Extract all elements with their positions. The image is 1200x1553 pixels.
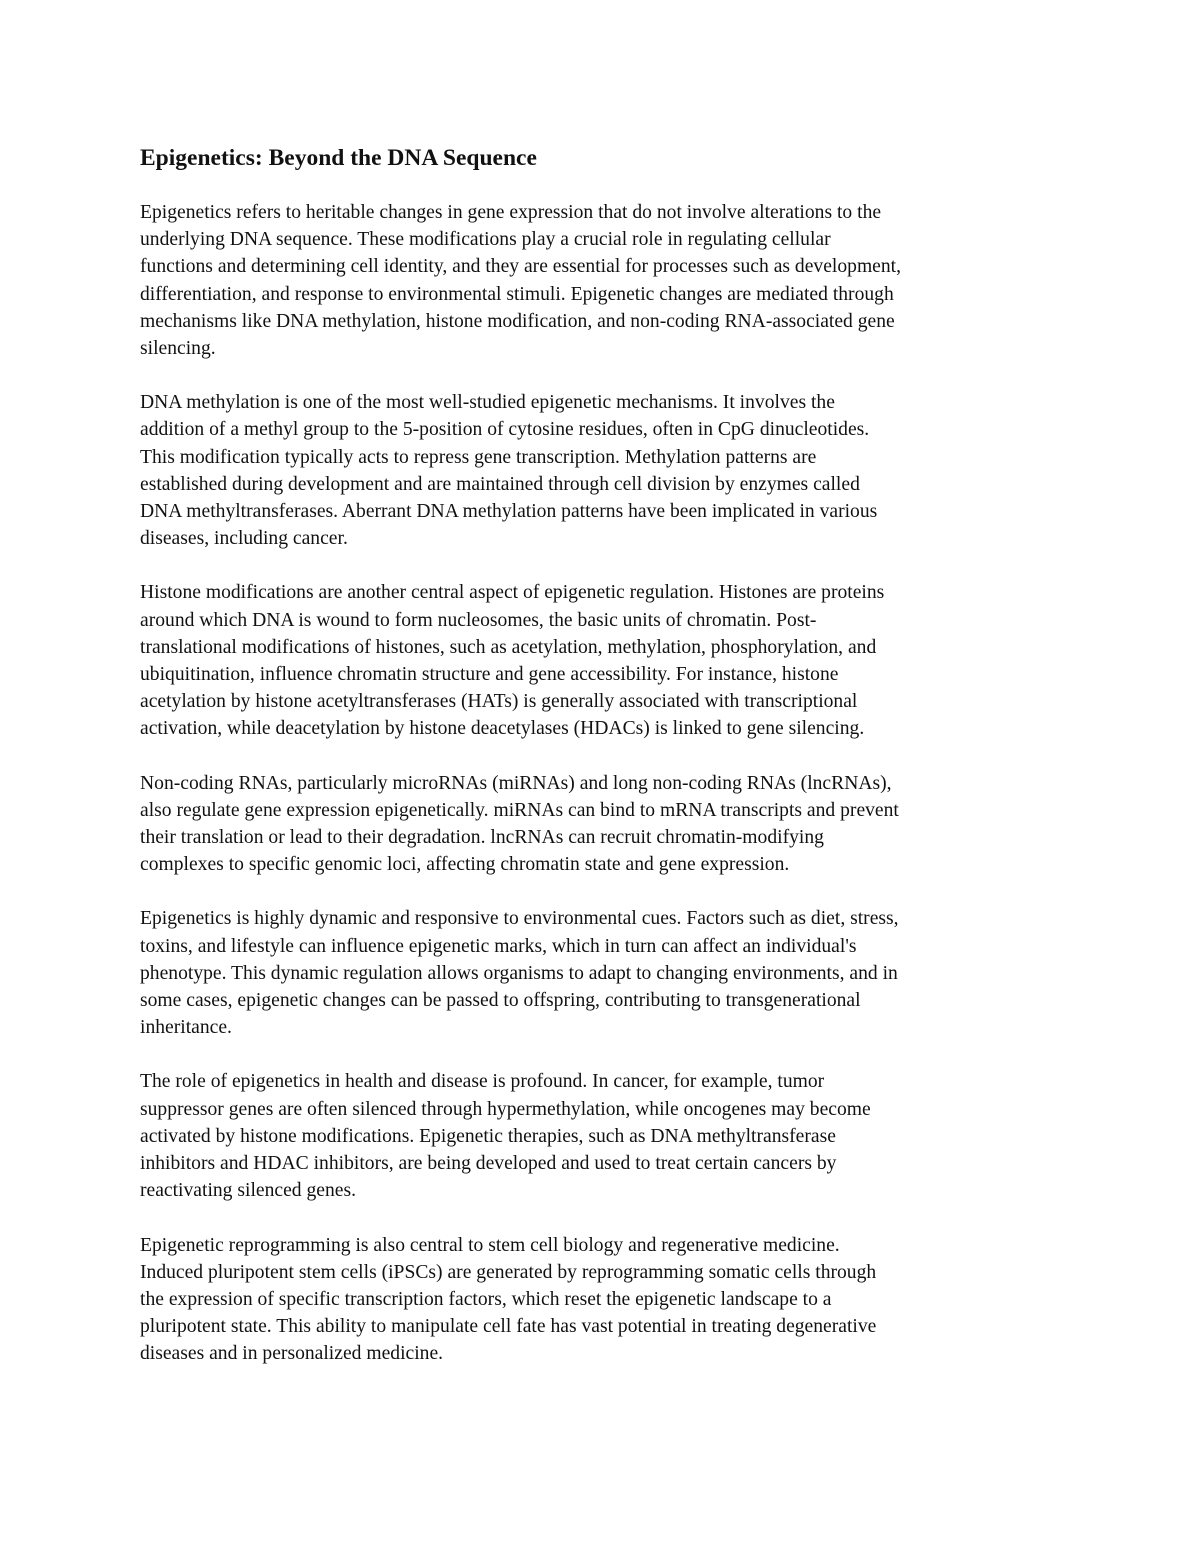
paragraph — [140, 905, 1065, 1041]
paragraph-line: inheritance. — [140, 1017, 232, 1039]
paragraph-line: diseases and in personalized medicine. — [140, 1343, 444, 1365]
paragraph-line: DNA methylation is one of the most well-studied epigenetic mechanisms. It involves the — [140, 392, 835, 414]
paragraph-line: mechanisms like DNA methylation, histone modification, and non-coding RNA-associated gene — [140, 310, 895, 332]
paragraph — [140, 199, 1065, 362]
paragraph-line: phenotype. This dynamic regulation allows organisms to adapt to changing environments, and in — [140, 962, 898, 984]
paragraph-line: established during development and are maintained through cell division by enzymes called — [140, 473, 860, 495]
paragraph-line: addition of a methyl group to the 5-position of cytosine residues, often in CpG dinucleotides. — [140, 419, 870, 441]
paragraph-line: some cases, epigenetic changes can be passed to offspring, contributing to transgenerational — [140, 990, 861, 1012]
document-title: Epigenetics: Beyond the DNA Sequence — [140, 145, 537, 171]
paragraph-line: ubiquitination, influence chromatin structure and gene accessibility. For instance, histone — [140, 664, 839, 686]
paragraph-line: Histone modifications are another central aspect of epigenetic regulation. Histones are proteins — [140, 582, 885, 604]
paragraph-line: suppressor genes are often silenced through hypermethylation, while oncogenes may become — [140, 1098, 871, 1120]
paragraph — [140, 770, 1065, 879]
paragraph — [140, 1232, 1065, 1368]
paragraph-line: diseases, including cancer. — [140, 528, 348, 550]
paragraph-line: inhibitors and HDAC inhibitors, are being developed and used to treat certain cancers by — [140, 1153, 837, 1175]
paragraph-line: the expression of specific transcription factors, which reset the epigenetic landscape to a — [140, 1288, 832, 1310]
paragraph-line: functions and determining cell identity, and they are essential for processes such as development, — [140, 256, 902, 278]
paragraph-line: around which DNA is wound to form nucleosomes, the basic units of chromatin. Post- — [140, 609, 817, 631]
paragraph-line: Epigenetics is highly dynamic and responsive to environmental cues. Factors such as diet, stress, — [140, 908, 899, 930]
paragraph-line: The role of epigenetics in health and disease is profound. In cancer, for example, tumor — [140, 1071, 825, 1093]
paragraph — [140, 1068, 1065, 1204]
paragraph-line: underlying DNA sequence. These modifications play a crucial role in regulating cellular — [140, 229, 831, 251]
document-body — [140, 143, 1065, 1395]
paragraph-line: reactivating silenced genes. — [140, 1180, 356, 1202]
paragraph-line: Epigenetics refers to heritable changes in gene expression that do not involve alterations to the — [140, 202, 882, 223]
paragraph-line: Epigenetic reprogramming is also central to stem cell biology and regenerative medicine. — [140, 1234, 840, 1256]
paragraph-list — [140, 199, 1065, 1368]
paragraph — [140, 389, 1065, 552]
paragraph-line: complexes to specific genomic loci, affecting chromatin state and gene expression. — [140, 854, 790, 876]
paragraph-line: toxins, and lifestyle can influence epigenetic marks, which in turn can affect an individual's — [140, 935, 857, 957]
paragraph — [140, 579, 1065, 742]
paragraph-line: also regulate gene expression epigenetically. miRNAs can bind to mRNA transcripts and prevent — [140, 799, 899, 821]
paragraph-line: Induced pluripotent stem cells (iPSCs) are generated by reprogramming somatic cells through — [140, 1261, 877, 1283]
paragraph-line: acetylation by histone acetyltransferases (HATs) is generally associated with transcriptional — [140, 691, 858, 713]
paragraph-line: activated by histone modifications. Epigenetic therapies, such as DNA methyltransferase — [140, 1125, 836, 1147]
paragraph-line: Non-coding RNAs, particularly microRNAs (miRNAs) and long non-coding RNAs (lncRNAs), — [140, 772, 892, 794]
paragraph-line: translational modifications of histones, such as acetylation, methylation, phosphorylation, and — [140, 636, 877, 658]
paragraph-line: DNA methyltransferases. Aberrant DNA methylation patterns have been implicated in various — [140, 501, 878, 523]
paragraph-line: pluripotent state. This ability to manipulate cell fate has vast potential in treating degenerative — [140, 1316, 877, 1338]
paragraph-line: activation, while deacetylation by histone deacetylases (HDACs) is linked to gene silencing. — [140, 718, 865, 740]
paragraph-line: their translation or lead to their degradation. lncRNAs can recruit chromatin-modifying — [140, 827, 824, 849]
paragraph-line: differentiation, and response to environmental stimuli. Epigenetic changes are mediated through — [140, 283, 894, 305]
paragraph-line: This modification typically acts to repress gene transcription. Methylation patterns are — [140, 446, 817, 468]
paragraph-line: silencing. — [140, 338, 216, 360]
